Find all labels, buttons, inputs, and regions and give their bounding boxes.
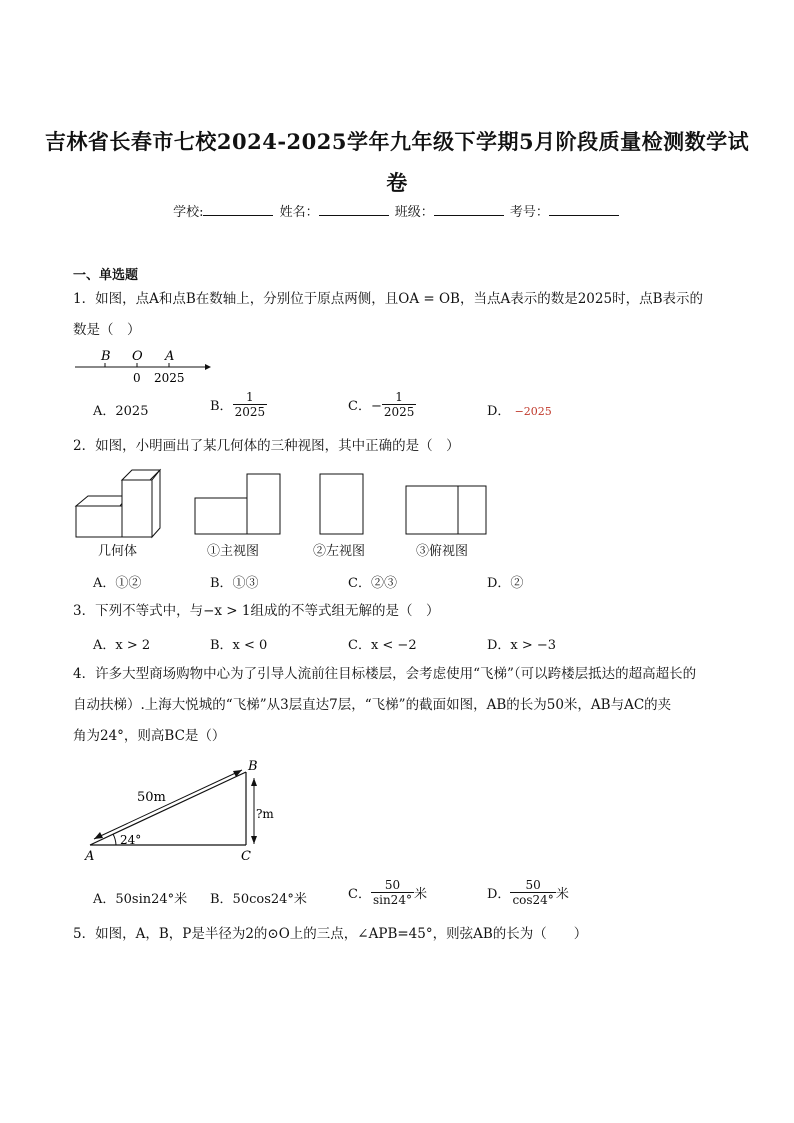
option-d-value: −2025 xyxy=(514,405,552,418)
number-blank[interactable] xyxy=(549,203,619,216)
front-view xyxy=(195,474,280,534)
q3-option-a[interactable]: A．x > 2 xyxy=(93,638,151,653)
escalator-figure xyxy=(80,756,280,866)
q5-text: 5．如图，A，B，P是半径为2的⊙O上的三点，∠APB=45°，则弦AB的长为（ ） xyxy=(73,926,588,942)
name-blank[interactable] xyxy=(319,203,389,216)
q2-option-b[interactable]: B．①③ xyxy=(210,576,259,591)
class-label: 班级： xyxy=(394,205,434,220)
q3-option-d[interactable]: D．x > −3 xyxy=(487,638,557,653)
q2-option-c[interactable]: C．②③ xyxy=(348,576,397,591)
q2-option-d[interactable]: D．② xyxy=(487,576,524,591)
q4-option-c[interactable]: C． $\frac{50}{\sin 24^\circ}$ 米 xyxy=(348,878,427,907)
page-title: 吉林省长春市七校2024-2025学年九年级下学期5月阶段质量检测数学试 xyxy=(44,129,750,154)
vertex-c-label: C xyxy=(241,849,251,864)
q2-text: 2．如图，小明画出了某几何体的三种视图，其中正确的是（ ） xyxy=(73,438,460,454)
q4-text-line2: 自动扶梯）.上海大悦城的“飞梯”从3层直达7层，“飞梯”的截面如图，AB的长为50米，AB与AC的夹 xyxy=(73,697,672,713)
point-o-label: O xyxy=(132,349,143,364)
q1-option-b[interactable]: B． $\frac{1}{2025}$ xyxy=(210,390,266,419)
point-a-label: A xyxy=(165,349,175,364)
class-blank[interactable] xyxy=(434,203,504,216)
section-heading: 一、单选题 xyxy=(73,268,139,283)
name-label: 姓名： xyxy=(279,205,319,220)
q4-text-line1: 4．许多大型商场购物中心为了引导人流前往目标楼层，会考虑使用“飞梯”（可以跨楼层抵达的超高超长的 xyxy=(73,666,697,682)
point-b-label: B xyxy=(101,349,111,364)
q1-text-line2: 数是（ ） xyxy=(73,322,141,338)
a-value-tick-label: 2025 xyxy=(154,371,185,385)
solid-figure xyxy=(76,470,160,537)
hypotenuse-length-label: 50m xyxy=(137,790,166,805)
fraction: $\frac{50}{\cos 24^\circ}$ xyxy=(512,878,554,907)
q4-option-d[interactable]: D． $\frac{50}{\cos 24^\circ}$ 米 xyxy=(487,878,569,907)
q1-option-c[interactable]: C．− $\frac{1}{2025}$ xyxy=(348,390,415,419)
page-title-continued: 卷 xyxy=(386,170,408,195)
height-label: ?m xyxy=(256,807,274,821)
caption-left-view: ②左视图 xyxy=(313,544,366,559)
q4-option-b[interactable]: B．50cos24°米 xyxy=(210,892,307,907)
q1-text-line1: 1．如图，点A和点B在数轴上，分别位于原点两侧，且OA = OB，当点A表示的数是2025时，点B表示的 xyxy=(73,291,703,307)
angle-label: 24° xyxy=(120,833,142,847)
student-info-line xyxy=(0,201,794,220)
q3-text: 3．下列不等式中，与−x > 1组成的不等式组无解的是（ ） xyxy=(73,603,440,619)
zero-tick-label: 0 xyxy=(133,371,141,385)
school-label: 学校: xyxy=(173,205,204,220)
caption-solid: 几何体 xyxy=(98,544,138,559)
school-blank[interactable] xyxy=(203,203,273,216)
q4-text-line3: 角为24°，则高BC是（） xyxy=(73,728,226,744)
fraction: $\frac{1}{2025}$ xyxy=(383,390,415,419)
top-view xyxy=(406,486,486,534)
vertex-b-label: B xyxy=(248,759,258,774)
q3-option-c[interactable]: C．x < −2 xyxy=(348,638,417,653)
left-view xyxy=(320,474,363,534)
q4-option-a[interactable]: A．50sin24°米 xyxy=(93,892,188,907)
q3-option-b[interactable]: B．x < 0 xyxy=(210,638,268,653)
q2-option-a[interactable]: A．①② xyxy=(93,576,142,591)
q1-option-a[interactable]: A．2025 xyxy=(93,404,149,419)
q1-option-d[interactable]: D． −2025 xyxy=(487,404,552,419)
number-label: 考号： xyxy=(509,205,549,220)
fraction: $\frac{1}{2025}$ xyxy=(234,390,266,419)
caption-front-view: ①主视图 xyxy=(207,544,260,559)
fraction: $\frac{50}{\sin 24^\circ}$ xyxy=(372,878,412,907)
three-views-figure xyxy=(72,468,492,540)
caption-top-view: ③俯视图 xyxy=(416,544,469,559)
number-line-figure xyxy=(70,345,215,387)
vertex-a-label: A xyxy=(85,849,95,864)
